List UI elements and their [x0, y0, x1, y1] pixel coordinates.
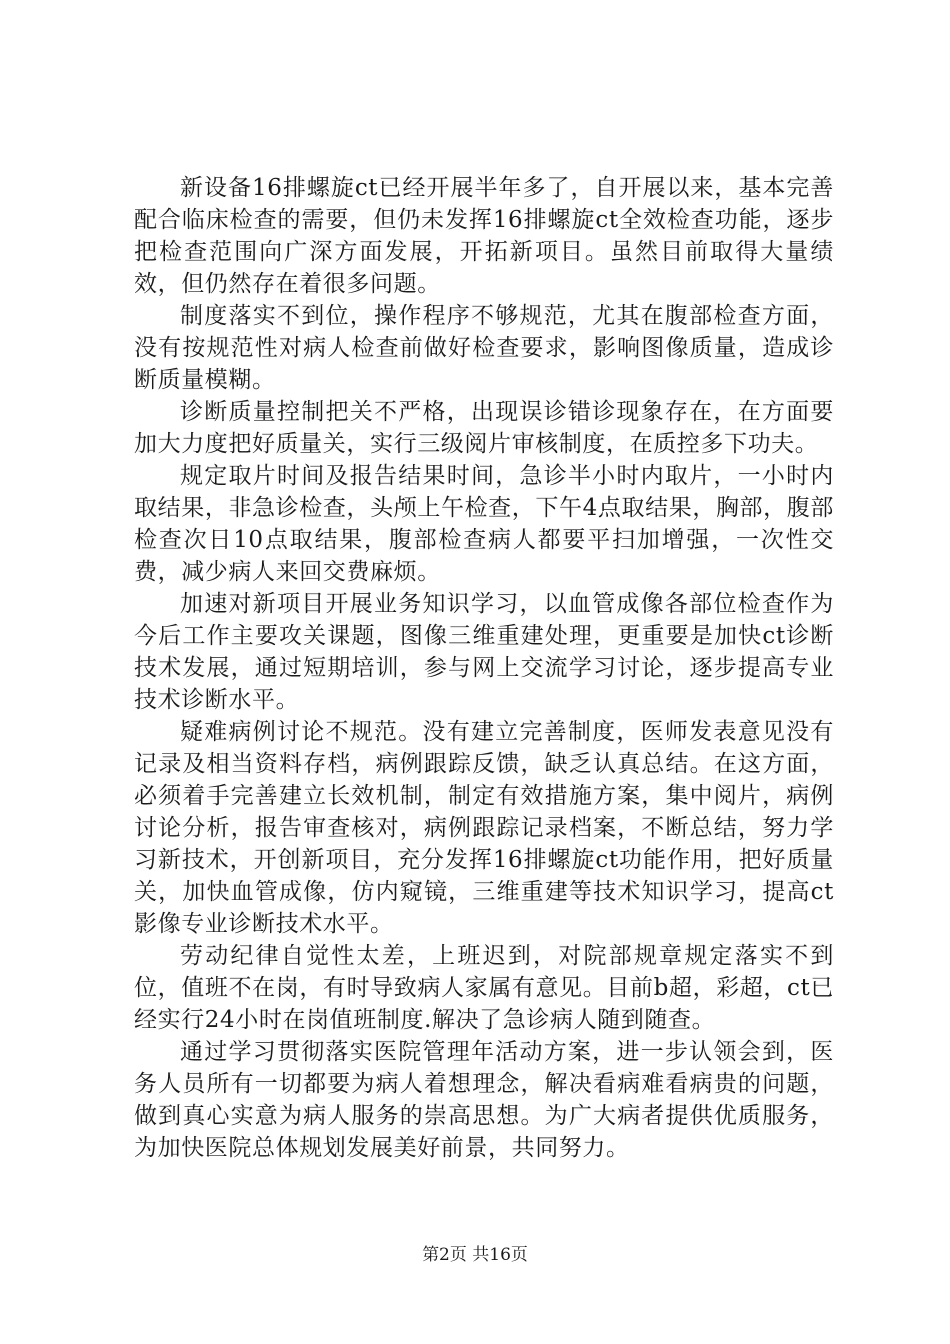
paragraph-8: 通过学习贯彻落实医院管理年活动方案，进一步认领会到，医务人员所有一切都要为病人着想理念，解决看病难看病贵的问题，做到真心实意为病人服务的崇高思想。为广大病者提供优质服务，为加快医院总体规划发展美好前景，共同努力。	[134, 1039, 834, 1161]
paragraph-5: 加速对新项目开展业务知识学习，以血管成像各部位检查作为今后工作主要攻关课题，图像三维重建处理，更重要是加快ct诊断技术发展，通过短期培训，参与网上交流学习讨论，逐步提高专业技术诊断水平。	[134, 591, 834, 713]
document-body	[134, 172, 834, 1164]
page-number-footer: 第2页 共16页	[422, 1245, 528, 1265]
paragraph-6: 疑难病例讨论不规范。没有建立完善制度，医师发表意见没有记录及相当资料存档，病例跟踪反馈，缺乏认真总结。在这方面，必须着手完善建立长效机制，制定有效措施方案，集中阅片，病例讨论分析，报告审查核对，病例跟踪记录档案，不断总结，努力学习新技术，开创新项目，充分发挥16排螺旋ct功能作用，把好质量关，加快血管成像，仿内窥镜，三维重建等技术知识学习，提高ct影像专业诊断技术水平。	[134, 719, 834, 937]
paragraph-1: 新设备16排螺旋ct已经开展半年多了，自开展以来，基本完善配合临床检查的需要，但仍未发挥16排螺旋ct全效检查功能，逐步把检查范围向广深方面发展，开拓新项目。虽然目前取得大量绩效，但仍然存在着很多问题。	[134, 175, 834, 297]
paragraph-3: 诊断质量控制把关不严格，出现误诊错诊现象存在，在方面要加大力度把好质量关，实行三级阅片审核制度，在质控多下功夫。	[134, 399, 834, 457]
paragraph-7: 劳动纪律自觉性太差，上班迟到，对院部规章规定落实不到位，值班不在岗，有时导致病人家属有意见。目前b超，彩超，ct已经实行24小时在岗值班制度.解决了急诊病人随到随查。	[134, 943, 834, 1033]
paragraph-2: 制度落实不到位，操作程序不够规范，尤其在腹部检查方面，没有按规范性对病人检查前做好检查要求，影响图像质量，造成诊断质量模糊。	[134, 303, 834, 393]
paragraph-4: 规定取片时间及报告结果时间，急诊半小时内取片，一小时内取结果，非急诊检查，头颅上午检查，下午4点取结果，胸部，腹部检查次日10点取结果，腹部检查病人都要平扫加增强，一次性交费，减少病人来回交费麻烦。	[134, 463, 834, 585]
